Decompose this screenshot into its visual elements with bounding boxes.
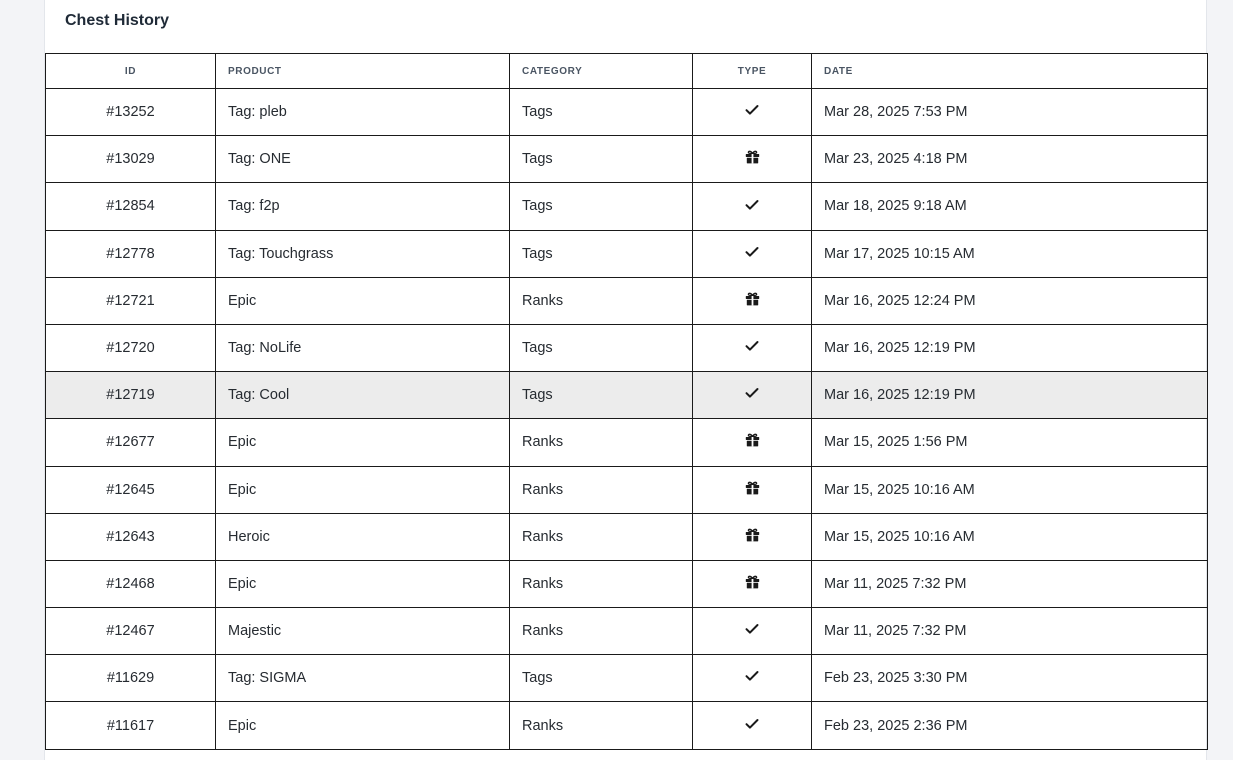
cell-date: Mar 23, 2025 4:18 PM bbox=[812, 136, 1208, 183]
chest-history-card bbox=[44, 0, 1207, 760]
cell-product: Tag: pleb bbox=[216, 89, 510, 136]
cell-category: Ranks bbox=[510, 419, 693, 466]
cell-type bbox=[693, 560, 812, 607]
cell-date: Mar 15, 2025 10:16 AM bbox=[812, 466, 1208, 513]
cell-category: Tags bbox=[510, 324, 693, 371]
cell-id: #13252 bbox=[46, 89, 216, 136]
cell-id: #13029 bbox=[46, 136, 216, 183]
cell-category: Ranks bbox=[510, 277, 693, 324]
table-row[interactable] bbox=[46, 655, 1208, 702]
cell-product: Heroic bbox=[216, 513, 510, 560]
check-icon bbox=[745, 718, 759, 734]
gift-icon bbox=[745, 150, 760, 168]
column-header-category[interactable]: CATEGORY bbox=[510, 54, 693, 89]
cell-type bbox=[693, 419, 812, 466]
cell-id: #12778 bbox=[46, 230, 216, 277]
cell-type bbox=[693, 608, 812, 655]
chest-history-table bbox=[45, 53, 1208, 750]
cell-type bbox=[693, 183, 812, 230]
cell-category: Tags bbox=[510, 372, 693, 419]
table-row[interactable] bbox=[46, 89, 1208, 136]
check-icon bbox=[745, 246, 759, 262]
cell-product: Tag: NoLife bbox=[216, 324, 510, 371]
cell-date: Mar 16, 2025 12:19 PM bbox=[812, 372, 1208, 419]
cell-type bbox=[693, 513, 812, 560]
column-header-date[interactable]: DATE bbox=[812, 54, 1208, 89]
cell-category: Ranks bbox=[510, 560, 693, 607]
cell-date: Mar 18, 2025 9:18 AM bbox=[812, 183, 1208, 230]
cell-category: Tags bbox=[510, 230, 693, 277]
cell-category: Tags bbox=[510, 655, 693, 702]
cell-category: Ranks bbox=[510, 702, 693, 749]
cell-date: Mar 17, 2025 10:15 AM bbox=[812, 230, 1208, 277]
table-row[interactable] bbox=[46, 230, 1208, 277]
cell-product: Tag: Touchgrass bbox=[216, 230, 510, 277]
cell-type bbox=[693, 702, 812, 749]
table-row[interactable] bbox=[46, 372, 1208, 419]
cell-product: Epic bbox=[216, 560, 510, 607]
table-row[interactable] bbox=[46, 136, 1208, 183]
table-row[interactable] bbox=[46, 560, 1208, 607]
check-icon bbox=[745, 623, 759, 639]
cell-date: Feb 23, 2025 3:30 PM bbox=[812, 655, 1208, 702]
cell-date: Mar 15, 2025 1:56 PM bbox=[812, 419, 1208, 466]
cell-product: Epic bbox=[216, 702, 510, 749]
cell-product: Majestic bbox=[216, 608, 510, 655]
cell-date: Feb 23, 2025 2:36 PM bbox=[812, 702, 1208, 749]
gift-icon bbox=[745, 575, 760, 593]
cell-type bbox=[693, 89, 812, 136]
cell-id: #11617 bbox=[46, 702, 216, 749]
cell-product: Tag: SIGMA bbox=[216, 655, 510, 702]
table-row[interactable] bbox=[46, 324, 1208, 371]
cell-product: Epic bbox=[216, 419, 510, 466]
table-row[interactable] bbox=[46, 608, 1208, 655]
table-row[interactable] bbox=[46, 702, 1208, 749]
cell-date: Mar 16, 2025 12:19 PM bbox=[812, 324, 1208, 371]
cell-id: #12677 bbox=[46, 419, 216, 466]
cell-product: Epic bbox=[216, 277, 510, 324]
cell-product: Tag: f2p bbox=[216, 183, 510, 230]
cell-id: #11629 bbox=[46, 655, 216, 702]
cell-id: #12854 bbox=[46, 183, 216, 230]
gift-icon bbox=[745, 292, 760, 310]
gift-icon bbox=[745, 433, 760, 451]
page-title: Chest History bbox=[65, 12, 170, 29]
cell-date: Mar 15, 2025 10:16 AM bbox=[812, 513, 1208, 560]
cell-id: #12467 bbox=[46, 608, 216, 655]
cell-id: #12643 bbox=[46, 513, 216, 560]
gift-icon bbox=[745, 528, 760, 546]
cell-product: Tag: ONE bbox=[216, 136, 510, 183]
table-row[interactable] bbox=[46, 419, 1208, 466]
check-icon bbox=[745, 387, 759, 403]
cell-category: Ranks bbox=[510, 608, 693, 655]
gift-icon bbox=[745, 481, 760, 499]
cell-id: #12645 bbox=[46, 466, 216, 513]
column-header-product[interactable]: PRODUCT bbox=[216, 54, 510, 89]
cell-type bbox=[693, 372, 812, 419]
cell-date: Mar 11, 2025 7:32 PM bbox=[812, 608, 1208, 655]
cell-product: Epic bbox=[216, 466, 510, 513]
cell-date: Mar 28, 2025 7:53 PM bbox=[812, 89, 1208, 136]
cell-type bbox=[693, 655, 812, 702]
cell-type bbox=[693, 324, 812, 371]
cell-category: Tags bbox=[510, 136, 693, 183]
check-icon bbox=[745, 199, 759, 215]
table-row[interactable] bbox=[46, 466, 1208, 513]
cell-type bbox=[693, 277, 812, 324]
cell-category: Tags bbox=[510, 89, 693, 136]
table-header-row bbox=[46, 54, 1208, 89]
cell-category: Ranks bbox=[510, 513, 693, 560]
cell-id: #12720 bbox=[46, 324, 216, 371]
cell-type bbox=[693, 136, 812, 183]
cell-date: Mar 16, 2025 12:24 PM bbox=[812, 277, 1208, 324]
table-row[interactable] bbox=[46, 183, 1208, 230]
cell-date: Mar 11, 2025 7:32 PM bbox=[812, 560, 1208, 607]
column-header-id[interactable]: ID bbox=[46, 54, 216, 89]
table-row[interactable] bbox=[46, 513, 1208, 560]
cell-id: #12719 bbox=[46, 372, 216, 419]
cell-product: Tag: Cool bbox=[216, 372, 510, 419]
cell-category: Tags bbox=[510, 183, 693, 230]
table-row[interactable] bbox=[46, 277, 1208, 324]
cell-type bbox=[693, 230, 812, 277]
check-icon bbox=[745, 670, 759, 686]
cell-type bbox=[693, 466, 812, 513]
cell-id: #12721 bbox=[46, 277, 216, 324]
column-header-type[interactable]: TYPE bbox=[693, 54, 812, 89]
cell-id: #12468 bbox=[46, 560, 216, 607]
check-icon bbox=[745, 340, 759, 356]
check-icon bbox=[745, 104, 759, 120]
cell-category: Ranks bbox=[510, 466, 693, 513]
